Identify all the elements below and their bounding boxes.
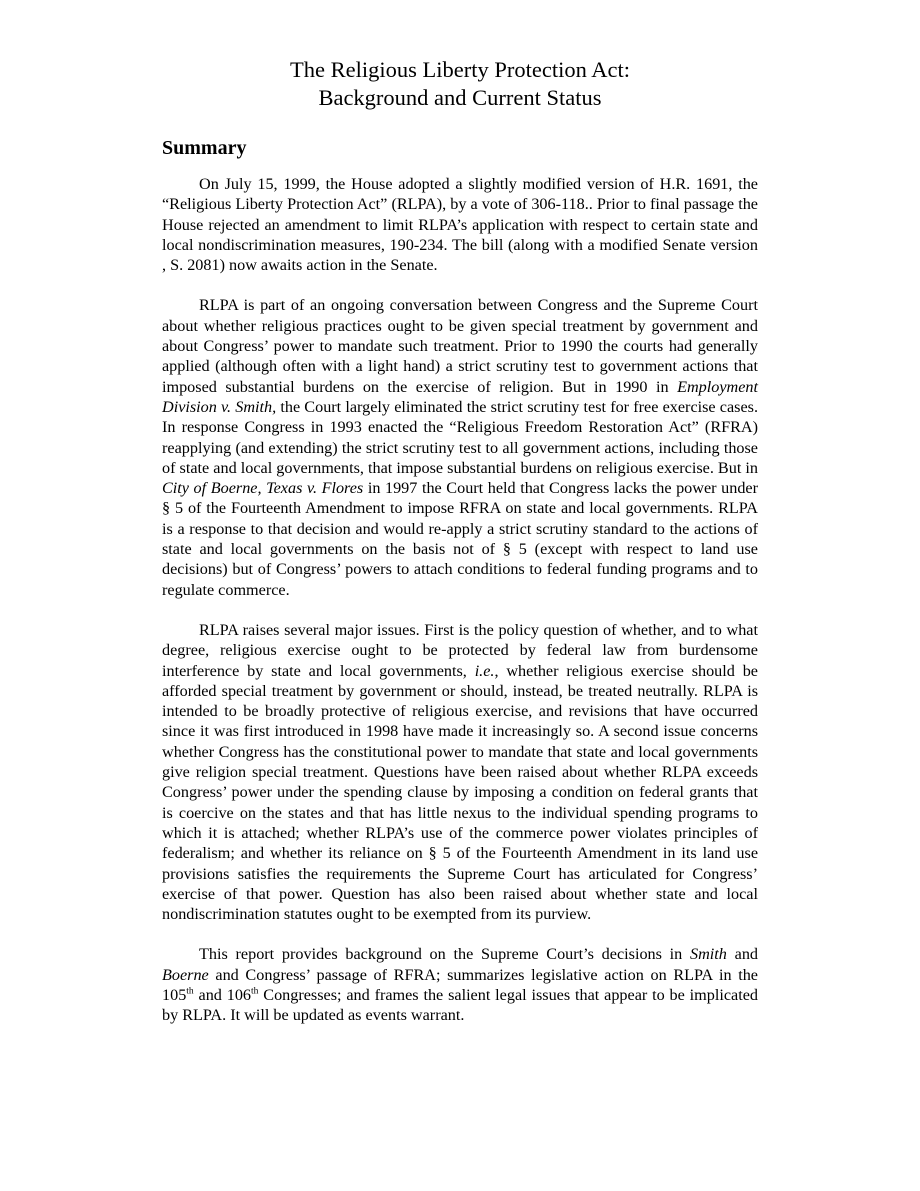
case-ref-smith: Smith [690, 945, 727, 964]
document-page [162, 56, 758, 1026]
p4-text-d: Congresses; and frames the salient legal issues that appear to be implicated by RLPA. It will be updated as events warrant. [162, 985, 758, 1025]
p3-text-a: RLPA raises several major issues. First is the policy question of whether, and to what degree, religious exercise ought to be protected by federal law from burdensome interference by state and local governments, [162, 620, 758, 680]
p3-text-b: , whether religious exercise should be afforded special treatment by government or should, instead, be treated neutrally. RLPA is intended to be broadly protective of religious exercise, and revisions that have occurred since it was first introduced in 1998 have made it increasingly so. A second issue concerns whether Congress has the constitutional power to mandate that state and local governments give religion special treatment. Questions have been raised about whether RLPA exceeds Congress’ power under the spending clause by imposing a condition on federal grants that is coercive on the states and that has little nexus to the individual spending programs to which it is attached; whether RLPA’s use of the commerce power violates principles of federalism; and whether its reliance on § 5 of the Fourteenth Amendment in its land use provisions satisfies the requirements the Supreme Court has articulated for Congress’ exercise of that power. Question has also been raised about whether state and local nondiscrimination statutes ought to be exempted from its purview. [162, 661, 758, 924]
ordinal-suffix-106: th [251, 986, 259, 997]
p1-text: On July 15, 1999, the House adopted a slightly modified version of H.R. 1691, the “Religious Liberty Protection Act” (RLPA), by a vote of 306-118.. Prior to final passage the House rejected an amendment to limit RLPA’s application with respect to certain state and local nondiscrimination measures, 190-234. The bill (along with a modified Senate version , S. 2081) now awaits action in the Senate. [162, 175, 758, 275]
title-line-1: The Religious Liberty Protection Act: [290, 57, 630, 82]
summary-paragraph-3 [162, 620, 758, 924]
summary-paragraph-4 [162, 944, 758, 1025]
p4-text-b: and Congress’ passage of RFRA; summarizes legislative action on RLPA in the 105 [162, 965, 758, 1004]
case-name-boerne: City of Boerne, Texas v. Flores [162, 479, 364, 498]
p2-text-a: RLPA is part of an ongoing conversation between Congress and the Supreme Court about whether religious practices ought to be given special treatment by government and about Congress’ power to mandate such treatment. Prior to 1990 the courts had generally applied (although often with a light hand) a strict scrutiny test to government actions that imposed substantial burdens on the exercise of religion. But in 1990 in [162, 296, 758, 396]
p4-text-c: and 106 [193, 985, 252, 1004]
summary-heading: Summary [162, 137, 247, 159]
case-ref-boerne: Boerne [162, 965, 209, 984]
title-line-2: Background and Current Status [318, 85, 602, 110]
p2-text-b: the Court largely eliminated the strict scrutiny test for free exercise cases. In response Congress in 1993 enacted the “Religious Freedom Restoration Act” (RFRA) reapplying (and extending) the strict scrutiny test to all government actions, including those of state and local governments, that impose substantial burdens on religious exercise. But in [162, 397, 758, 477]
p2-text-c: in 1997 the Court held that Congress lacks the power under § 5 of the Fourteenth Amendment to impose RFRA on state and local governments. RLPA is a response to that decision and would re-apply a strict scrutiny standard to the actions of state and local governments on the basis not of § 5 (except with respect to land use decisions) but of Congress’ powers to attach conditions to federal funding programs and to regulate commerce. [162, 479, 758, 599]
summary-paragraph-2 [162, 295, 758, 599]
p4-and: and [726, 945, 759, 964]
ie-abbreviation: i.e. [474, 661, 495, 680]
case-name-smith: Employment Division v. Smith, [162, 377, 758, 416]
p4-text-a: This report provides background on the Supreme Court’s decisions in [199, 945, 691, 964]
summary-paragraph-1 [162, 174, 758, 275]
page-title [162, 56, 758, 112]
ordinal-suffix-105: th [186, 986, 194, 997]
